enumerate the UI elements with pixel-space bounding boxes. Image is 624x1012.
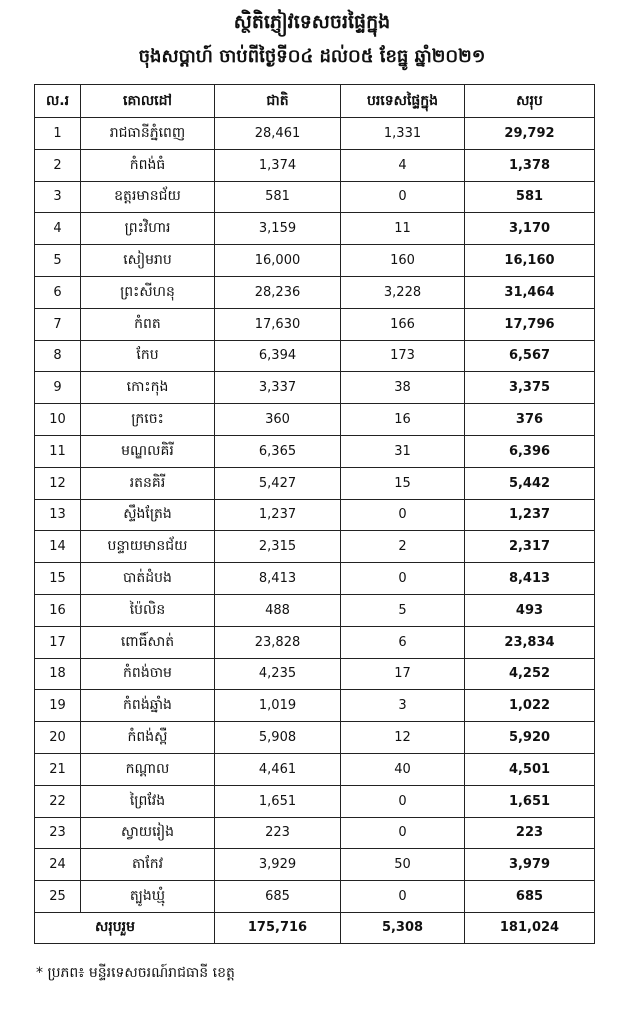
table-row — [35, 213, 595, 245]
foreign-cell: 17 — [341, 658, 465, 690]
destination-cell: ឧត្តរមានជ័យ — [81, 181, 215, 213]
header-national: ជាតិ — [215, 85, 341, 118]
total-cell: 23,834 — [465, 626, 595, 658]
row-number: 6 — [35, 276, 81, 308]
total-cell: 1,237 — [465, 499, 595, 531]
table-row — [35, 149, 595, 181]
statistics-table — [34, 84, 595, 944]
destination-cell: កោះកុង — [81, 372, 215, 404]
foreign-cell: 0 — [341, 499, 465, 531]
destination-cell: ពោធិ៍សាត់ — [81, 626, 215, 658]
table-row — [35, 404, 595, 436]
national-cell: 1,374 — [215, 149, 341, 181]
national-cell: 17,630 — [215, 308, 341, 340]
total-cell: 3,170 — [465, 213, 595, 245]
national-cell: 16,000 — [215, 245, 341, 277]
table-row — [35, 531, 595, 563]
table-row — [35, 849, 595, 881]
destination-cell: កំពង់ចាម — [81, 658, 215, 690]
foreign-cell: 166 — [341, 308, 465, 340]
foreign-cell: 3 — [341, 690, 465, 722]
foreign-cell: 0 — [341, 563, 465, 595]
total-cell: 8,413 — [465, 563, 595, 595]
destination-cell: ព្រៃវែង — [81, 785, 215, 817]
table-row — [35, 435, 595, 467]
row-number: 13 — [35, 499, 81, 531]
total-cell: 1,378 — [465, 149, 595, 181]
row-number: 21 — [35, 753, 81, 785]
destination-cell: កណ្តាល — [81, 753, 215, 785]
foreign-cell: 50 — [341, 849, 465, 881]
national-cell: 1,651 — [215, 785, 341, 817]
table-row — [35, 722, 595, 754]
destination-cell: សៀមរាប — [81, 245, 215, 277]
national-cell: 685 — [215, 881, 341, 913]
foreign-cell: 5 — [341, 594, 465, 626]
destination-cell: កំពត — [81, 308, 215, 340]
national-cell: 5,427 — [215, 467, 341, 499]
table-row — [35, 594, 595, 626]
row-number: 18 — [35, 658, 81, 690]
total-cell: 223 — [465, 817, 595, 849]
national-cell: 581 — [215, 181, 341, 213]
row-number: 24 — [35, 849, 81, 881]
national-cell: 28,236 — [215, 276, 341, 308]
table-row — [35, 245, 595, 277]
foreign-cell: 38 — [341, 372, 465, 404]
destination-cell: កំពង់ធំ — [81, 149, 215, 181]
destination-cell: រតនគិរី — [81, 467, 215, 499]
foreign-cell: 16 — [341, 404, 465, 436]
foreign-cell: 40 — [341, 753, 465, 785]
row-number: 10 — [35, 404, 81, 436]
total-cell: 17,796 — [465, 308, 595, 340]
summary-row — [35, 912, 595, 943]
total-cell: 3,375 — [465, 372, 595, 404]
foreign-cell: 3,228 — [341, 276, 465, 308]
total-cell: 493 — [465, 594, 595, 626]
row-number: 9 — [35, 372, 81, 404]
total-cell: 1,022 — [465, 690, 595, 722]
destination-cell: ត្បូងឃ្មុំ — [81, 881, 215, 913]
foreign-cell: 160 — [341, 245, 465, 277]
foreign-cell: 0 — [341, 881, 465, 913]
row-number: 22 — [35, 785, 81, 817]
table-row — [35, 181, 595, 213]
total-cell: 3,979 — [465, 849, 595, 881]
foreign-cell: 2 — [341, 531, 465, 563]
national-cell: 5,908 — [215, 722, 341, 754]
total-cell: 5,920 — [465, 722, 595, 754]
total-cell: 5,442 — [465, 467, 595, 499]
table-row — [35, 626, 595, 658]
row-number: 8 — [35, 340, 81, 372]
national-cell: 3,337 — [215, 372, 341, 404]
row-number: 15 — [35, 563, 81, 595]
national-cell: 6,394 — [215, 340, 341, 372]
destination-cell: ប៉ៃលិន — [81, 594, 215, 626]
total-cell: 1,651 — [465, 785, 595, 817]
national-cell: 23,828 — [215, 626, 341, 658]
foreign-cell: 0 — [341, 181, 465, 213]
foreign-cell: 31 — [341, 435, 465, 467]
national-cell: 8,413 — [215, 563, 341, 595]
table-row — [35, 881, 595, 913]
national-cell: 28,461 — [215, 118, 341, 150]
total-cell: 6,396 — [465, 435, 595, 467]
row-number: 19 — [35, 690, 81, 722]
total-cell: 6,567 — [465, 340, 595, 372]
national-cell: 488 — [215, 594, 341, 626]
row-number: 14 — [35, 531, 81, 563]
destination-cell: ព្រះវិហារ — [81, 213, 215, 245]
row-number: 16 — [35, 594, 81, 626]
table-row — [35, 658, 595, 690]
destination-cell: ស្វាយរៀង — [81, 817, 215, 849]
destination-cell: កំពង់ឆ្នាំង — [81, 690, 215, 722]
foreign-cell: 4 — [341, 149, 465, 181]
national-cell: 3,159 — [215, 213, 341, 245]
table-row — [35, 308, 595, 340]
national-cell: 2,315 — [215, 531, 341, 563]
table-row — [35, 563, 595, 595]
table-row — [35, 785, 595, 817]
total-cell: 685 — [465, 881, 595, 913]
destination-cell: កែប — [81, 340, 215, 372]
table-row — [35, 118, 595, 150]
table-row — [35, 276, 595, 308]
destination-cell: តាកែវ — [81, 849, 215, 881]
foreign-cell: 15 — [341, 467, 465, 499]
table-body — [35, 118, 595, 913]
page-title: ស្ថិតិភ្ញៀវទេសចរផ្ទៃក្នុង — [233, 11, 391, 33]
foreign-cell: 173 — [341, 340, 465, 372]
row-number: 7 — [35, 308, 81, 340]
table-header-row — [35, 85, 595, 118]
national-cell: 3,929 — [215, 849, 341, 881]
summary-foreign: 5,308 — [341, 912, 465, 943]
destination-cell: ស្ទឹងត្រែង — [81, 499, 215, 531]
page-subtitle: ចុងសប្តាហ៍ ចាប់ពីថ្ងៃទី០៤ ដល់០៥ ខែធ្នូ ឆ្នាំ២០២១ — [138, 46, 486, 67]
foreign-cell: 1,331 — [341, 118, 465, 150]
table-row — [35, 340, 595, 372]
row-number: 17 — [35, 626, 81, 658]
total-cell: 2,317 — [465, 531, 595, 563]
row-number: 3 — [35, 181, 81, 213]
national-cell: 4,235 — [215, 658, 341, 690]
table-row — [35, 753, 595, 785]
row-number: 11 — [35, 435, 81, 467]
header-no: ល.រ — [35, 85, 81, 118]
foreign-cell: 11 — [341, 213, 465, 245]
row-number: 23 — [35, 817, 81, 849]
header-foreign: បរទេសផ្ទៃក្នុង — [341, 85, 465, 118]
destination-cell: កំពង់ស្ពឺ — [81, 722, 215, 754]
destination-cell: ព្រះសីហនុ — [81, 276, 215, 308]
destination-cell: បាត់ដំបង — [81, 563, 215, 595]
total-cell: 29,792 — [465, 118, 595, 150]
total-cell: 16,160 — [465, 245, 595, 277]
national-cell: 4,461 — [215, 753, 341, 785]
foreign-cell: 0 — [341, 785, 465, 817]
summary-national: 175,716 — [215, 912, 341, 943]
row-number: 2 — [35, 149, 81, 181]
row-number: 25 — [35, 881, 81, 913]
national-cell: 223 — [215, 817, 341, 849]
destination-cell: បន្ទាយមានជ័យ — [81, 531, 215, 563]
national-cell: 1,237 — [215, 499, 341, 531]
table-row — [35, 817, 595, 849]
destination-cell: មណ្ឌលគិរី — [81, 435, 215, 467]
summary-label: សរុបរួម — [35, 912, 215, 943]
national-cell: 360 — [215, 404, 341, 436]
national-cell: 6,365 — [215, 435, 341, 467]
row-number: 4 — [35, 213, 81, 245]
destination-cell: រាជធានីភ្នំពេញ — [81, 118, 215, 150]
table-row — [35, 499, 595, 531]
table-row — [35, 467, 595, 499]
row-number: 1 — [35, 118, 81, 150]
foreign-cell: 6 — [341, 626, 465, 658]
total-cell: 581 — [465, 181, 595, 213]
foreign-cell: 12 — [341, 722, 465, 754]
row-number: 20 — [35, 722, 81, 754]
table-row — [35, 690, 595, 722]
foreign-cell: 0 — [341, 817, 465, 849]
header-total: សរុប — [465, 85, 595, 118]
header-destination: គោលដៅ — [81, 85, 215, 118]
summary-total: 181,024 — [465, 912, 595, 943]
destination-cell: ក្រចេះ — [81, 404, 215, 436]
row-number: 5 — [35, 245, 81, 277]
total-cell: 376 — [465, 404, 595, 436]
row-number: 12 — [35, 467, 81, 499]
source-note: * ប្រភព៖ មន្ទីរទេសចរណ៍រាជធានី ខេត្ត — [36, 965, 235, 981]
total-cell: 4,501 — [465, 753, 595, 785]
total-cell: 31,464 — [465, 276, 595, 308]
total-cell: 4,252 — [465, 658, 595, 690]
national-cell: 1,019 — [215, 690, 341, 722]
table-row — [35, 372, 595, 404]
